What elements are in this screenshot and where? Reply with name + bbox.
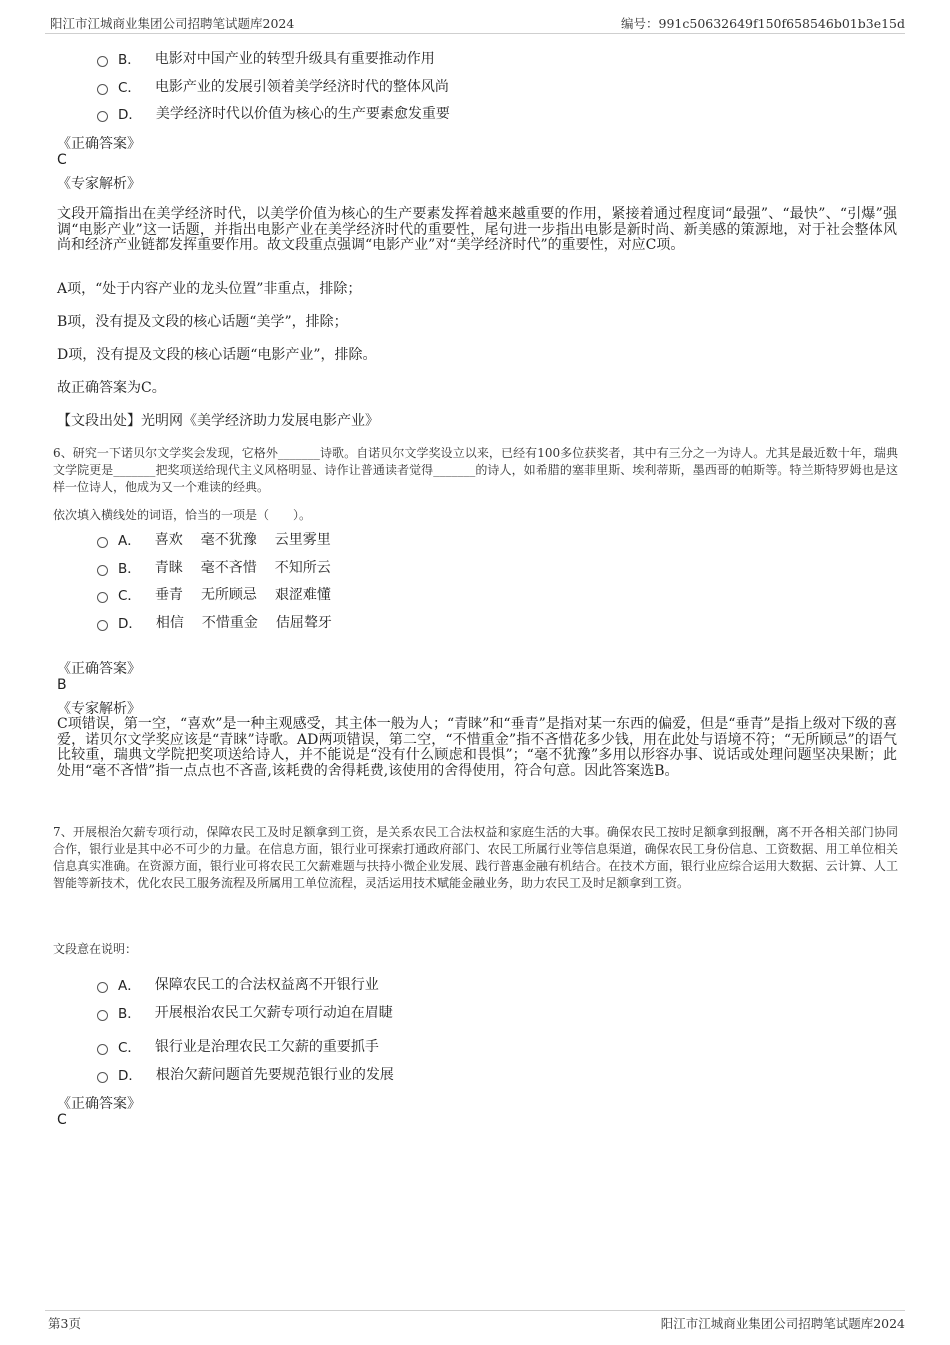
radio-button-icon[interactable] xyxy=(97,982,108,993)
q6-prompt: 依次填入横线处的词语，恰当的一项是（ ）。 xyxy=(53,508,312,522)
q7-option-b[interactable]: B． 开展根治农民工欠薪专项行动迫在眉睫 xyxy=(97,1002,393,1022)
q5-option-c[interactable]: C． 电影产业的发展引领着美学经济时代的整体风尚 xyxy=(97,76,449,96)
radio-button-icon[interactable] xyxy=(97,592,108,603)
q6-answer-label: 《正确答案》 xyxy=(57,661,141,677)
radio-button-icon[interactable] xyxy=(97,1010,108,1021)
q6-option-a[interactable]: A． 喜欢 毫不犹豫 云里雾里 xyxy=(97,529,331,549)
radio-button-icon[interactable] xyxy=(97,1044,108,1055)
header-divider xyxy=(45,33,905,34)
q5-source: 【文段出处】光明网《美学经济助力发展电影产业》 xyxy=(57,413,379,429)
q7-answer: C xyxy=(57,1112,67,1128)
q5-analysis-a: A项，“处于内容产业的龙头位置”非重点，排除； xyxy=(57,281,362,297)
q6-option-d[interactable]: D． 相信 不惜重金 佶屈聱牙 xyxy=(97,612,332,632)
footer-divider xyxy=(45,1310,905,1311)
radio-button-icon[interactable] xyxy=(97,84,108,95)
q7-stem: 7、开展根治欠薪专项行动，保障农民工及时足额拿到工资，是关系农民工合法权益和家庭生活的大事。确保农民工按时足额拿到报酬，离不开各相关部门协同合作，银行业是其中必不可少的力量。在信息方面，银行业可探索打通政府部门、农民工所属行业等信息渠道，确保农民工身份信息、工资数据、用工单位相关信息真实准确。在资源方面，银行业可将农民工欠薪难题与扶持小微企业发展、践行普惠金融有机结合。在技术方面，银行业应综合运用大数据、云计算、人工智能等新技术，优化农民工服务流程及所属用工单位流程，灵活运用技术赋能金融业务，助力农民工及时足额拿到工资。 xyxy=(53,825,898,890)
q5-option-d[interactable]: D． 美学经济时代以价值为核心的生产要素愈发重要 xyxy=(97,103,450,123)
q5-conclusion: 故正确答案为C。 xyxy=(57,380,166,396)
q5-option-b[interactable]: B． 电影对中国产业的转型升级具有重要推动作用 xyxy=(97,48,435,68)
q6-option-c[interactable]: C． 垂青 无所顾忌 艰涩难懂 xyxy=(97,584,331,604)
radio-button-icon[interactable] xyxy=(97,620,108,631)
q7-option-a[interactable]: A． 保障农民工的合法权益离不开银行业 xyxy=(97,974,379,994)
radio-button-icon[interactable] xyxy=(97,1072,108,1083)
q6-option-b[interactable]: B． 青睐 毫不吝惜 不知所云 xyxy=(97,557,331,577)
q5-analysis: 文段开篇指出在美学经济时代，以美学价值为核心的生产要素发挥着越来越重要的作用，紧接着通过程度词“最强”、“最快”、“引爆”强调“电影产业”这一话题，并指出电影产业在美学经济时代的重要性，尾句进一步指出电影是新时尚、新美感的策源地，对于社会整体风尚和经济产业链都发挥重要作用。故文段重点强调“电影产业”对“美学经济时代”的重要性，对应C项。 xyxy=(57,206,897,253)
footer-title: 阳江市江城商业集团公司招聘笔试题库2024 xyxy=(660,1316,905,1331)
q5-answer: C xyxy=(57,152,67,168)
q5-analysis-b: B项，没有提及文段的核心话题“美学”，排除； xyxy=(57,314,348,330)
radio-button-icon[interactable] xyxy=(97,565,108,576)
radio-button-icon[interactable] xyxy=(97,111,108,122)
radio-button-icon[interactable] xyxy=(97,56,108,67)
q6-stem: 6、研究一下诺贝尔文学奖会发现，它格外_______诗歌。自诺贝尔文学奖设立以来，已经有100多位获奖者，其中有三分之一为诗人。尤其是最近数十年，瑞典文学院更是_______把奖项送给现代主义风格明显、诗作让普通读者觉得_______的诗人，如希腊的塞菲里斯、埃利蒂斯，墨西哥的帕斯等。特兰斯特罗姆也是这样一位诗人，他成为又一个难读的经典。 xyxy=(53,446,898,494)
page-number: 第3页 xyxy=(48,1316,81,1331)
document-id: 编号：991c50632649f150f658546b01b3e15d xyxy=(621,16,905,31)
radio-button-icon[interactable] xyxy=(97,537,108,548)
q7-prompt: 文段意在说明： xyxy=(53,942,138,956)
q5-analysis-d: D项，没有提及文段的核心话题“电影产业”，排除。 xyxy=(57,347,377,363)
q5-answer-label: 《正确答案》 xyxy=(57,136,141,152)
q7-option-d[interactable]: D． 根治欠薪问题首先要规范银行业的发展 xyxy=(97,1064,394,1084)
q7-answer-label: 《正确答案》 xyxy=(57,1096,141,1112)
q6-analysis-label: 《专家解析》 xyxy=(57,701,141,717)
q6-answer: B xyxy=(57,677,67,693)
q5-analysis-label: 《专家解析》 xyxy=(57,176,141,192)
q6-analysis: C项错误，第一空，“喜欢”是一种主观感受，其主体一般为人；“青睐”和“垂青”是指对某一东西的偏爱，但是“垂青”是指上级对下级的喜爱，诺贝尔文学奖应该是“青睐”诗歌。AD两项错误，第二空，“不惜重金”指不吝惜花多少钱，用在此处与语境不符；“无所顾忌”的语气比较重，瑞典文学院把奖项送给诗人，并不能说是“没有什么顾虑和畏惧”；“毫不犹豫”多用以形容办事、说话或处理问题坚决果断；此处用“毫不吝惜”指一点点也不吝啬,该耗费的舍得耗费,该使用的舍得使用，符合句意。因此答案选B。 xyxy=(57,716,897,779)
header-title: 阳江市江城商业集团公司招聘笔试题库2024 xyxy=(50,16,295,31)
q7-option-c[interactable]: C． 银行业是治理农民工欠薪的重要抓手 xyxy=(97,1036,379,1056)
